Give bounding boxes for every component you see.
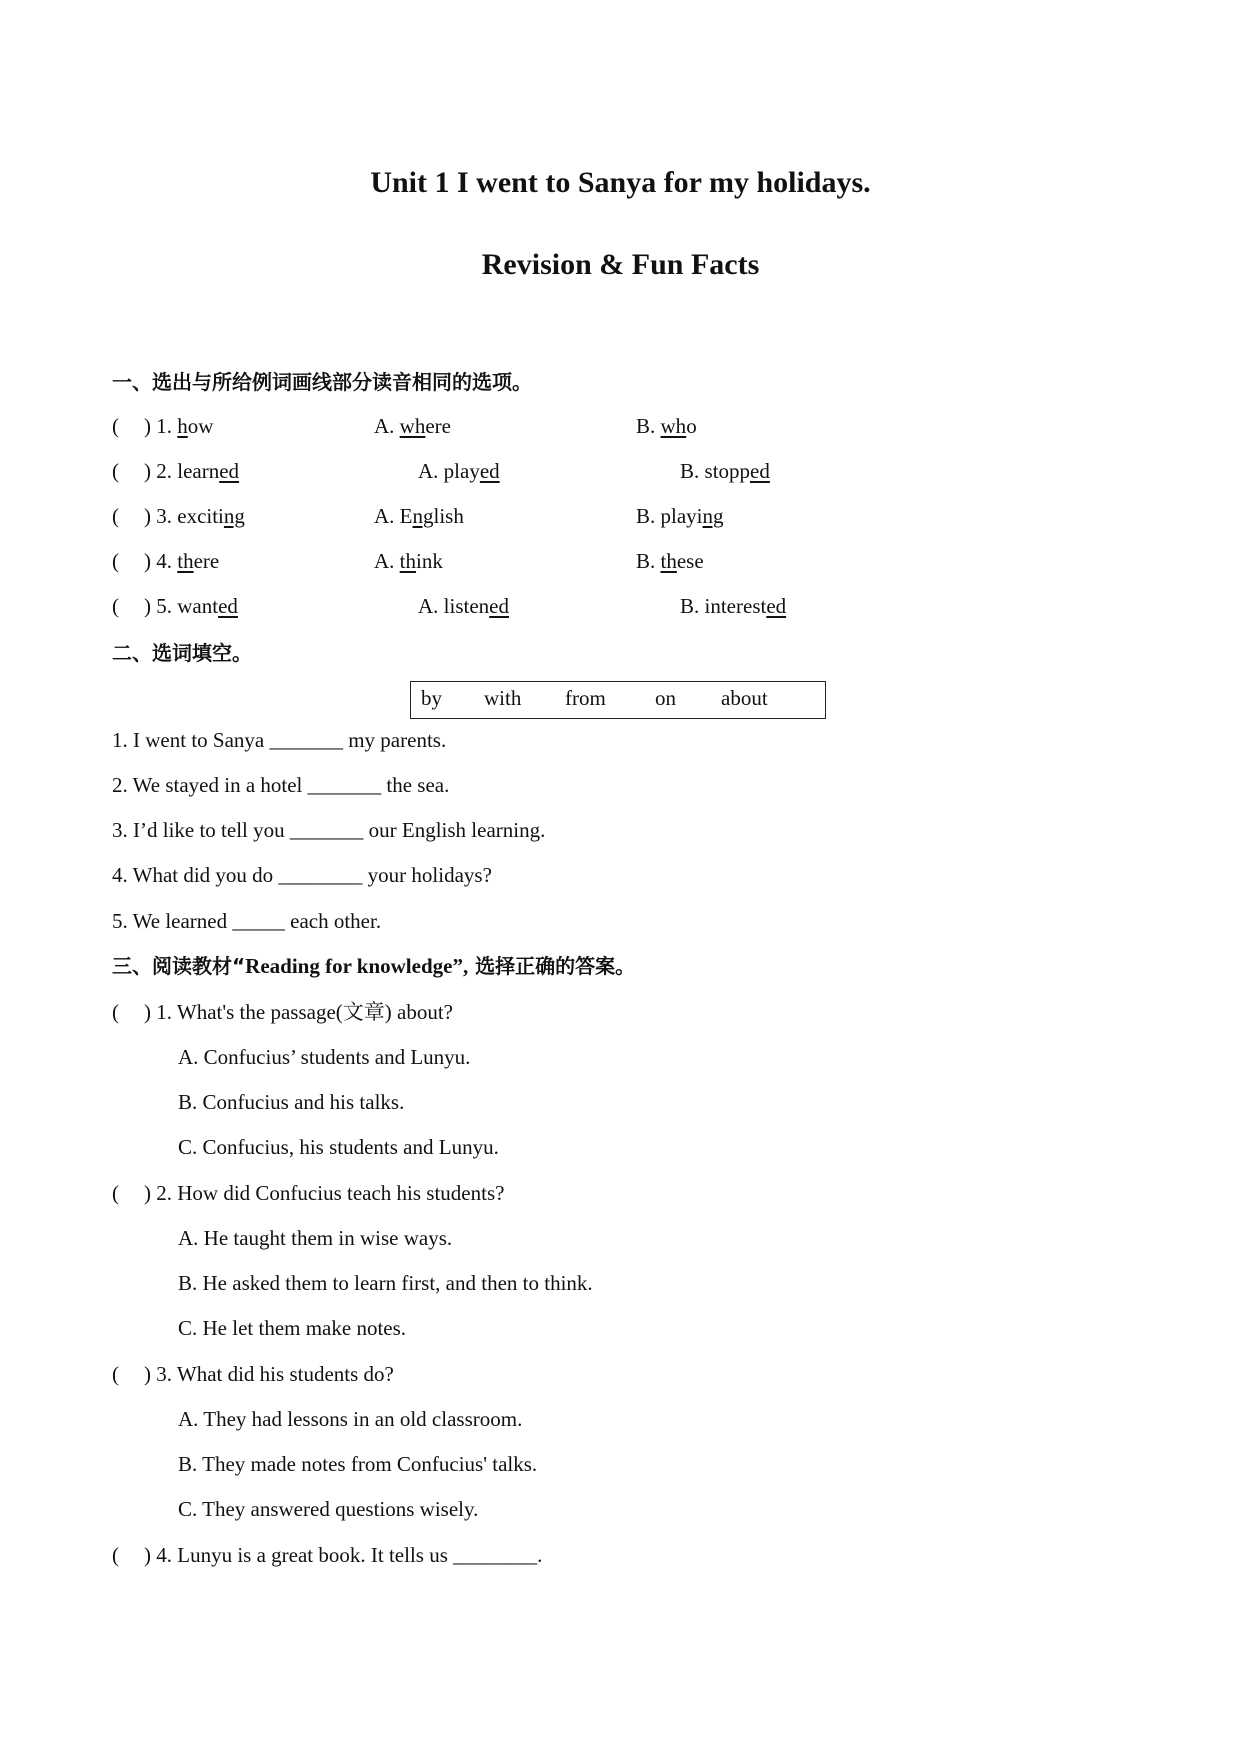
fill-sentence-5: 5. We learned _____ each other. bbox=[112, 909, 382, 933]
s3-question-1: ( ) 1. What's the passage(文章) about? bbox=[112, 1000, 453, 1024]
word-bank-word: about bbox=[721, 686, 768, 710]
s3-question-3: ( ) 3. What did his students do? bbox=[112, 1362, 394, 1386]
s3-q3-option-b: B. They made notes from Confucius' talks. bbox=[178, 1452, 538, 1476]
s3-q1-option-a: A. Confucius’ students and Lunyu. bbox=[178, 1045, 471, 1069]
s1-item-3-option-a: A. English bbox=[374, 504, 464, 528]
s1-item-3-option-b: B. playing bbox=[636, 504, 724, 528]
answer-paren[interactable]: ( bbox=[112, 414, 119, 438]
answer-paren[interactable]: ( bbox=[112, 549, 119, 573]
fill-sentence-1: 1. I went to Sanya _______ my parents. bbox=[112, 728, 447, 752]
fill-sentence-4: 4. What did you do ________ your holidays? bbox=[112, 863, 492, 887]
page-title: Unit 1 I went to Sanya for my holidays. bbox=[370, 166, 871, 199]
word-bank-box bbox=[410, 681, 826, 719]
answer-paren[interactable]: ( bbox=[112, 594, 119, 618]
s1-item-1-option-a: A. where bbox=[374, 414, 451, 438]
answer-paren[interactable]: ( bbox=[112, 459, 119, 483]
s1-item-2-option-a: A. played bbox=[418, 459, 500, 483]
s3-q1-option-c: C. Confucius, his students and Lunyu. bbox=[178, 1135, 499, 1159]
s3-q3-option-a: A. They had lessons in an old classroom. bbox=[178, 1407, 523, 1431]
s3-q3-option-c: C. They answered questions wisely. bbox=[178, 1497, 479, 1521]
answer-paren[interactable]: ( bbox=[112, 1543, 119, 1567]
fill-sentence-3: 3. I’d like to tell you _______ our English learning. bbox=[112, 818, 546, 842]
s1-item-4-question: ( ) 4. there bbox=[112, 549, 220, 573]
s1-item-5-option-a: A. listened bbox=[418, 594, 509, 618]
s3-question-2: ( ) 2. How did Confucius teach his students? bbox=[112, 1181, 505, 1205]
section1-heading: 一、选出与所给例词画线部分读音相同的选项。 bbox=[112, 370, 532, 394]
s3-q2-option-c: C. He let them make notes. bbox=[178, 1316, 407, 1340]
s1-item-5-question: ( ) 5. wanted bbox=[112, 594, 238, 618]
s3-q1-option-b: B. Confucius and his talks. bbox=[178, 1090, 405, 1114]
page-subtitle: Revision & Fun Facts bbox=[481, 248, 760, 281]
word-bank-word: by bbox=[421, 686, 442, 710]
s3-q2-option-a: A. He taught them in wise ways. bbox=[178, 1226, 453, 1250]
word-bank-word: on bbox=[655, 686, 676, 710]
s1-item-2-option-b: B. stopped bbox=[680, 459, 770, 483]
answer-paren[interactable]: ( bbox=[112, 1000, 119, 1024]
s1-item-1-question: ( ) 1. how bbox=[112, 414, 214, 438]
answer-paren[interactable]: ( bbox=[112, 1362, 119, 1386]
s1-item-3-question: ( ) 3. exciting bbox=[112, 504, 245, 528]
s3-q2-option-b: B. He asked them to learn first, and then to think. bbox=[178, 1271, 593, 1295]
s1-item-5-option-b: B. interested bbox=[680, 594, 787, 618]
section3-heading: 三、阅读教材“Reading for knowledge”, 选择正确的答案。 bbox=[112, 954, 636, 978]
section2-heading: 二、选词填空。 bbox=[112, 641, 252, 665]
word-bank-word: from bbox=[565, 686, 606, 710]
s1-item-2-question: ( ) 2. learned bbox=[112, 459, 240, 483]
fill-sentence-2: 2. We stayed in a hotel _______ the sea. bbox=[112, 773, 450, 797]
s1-item-4-option-b: B. these bbox=[636, 549, 704, 573]
s1-item-4-option-a: A. think bbox=[374, 549, 443, 573]
s1-item-1-option-b: B. who bbox=[636, 414, 697, 438]
answer-paren[interactable]: ( bbox=[112, 1181, 119, 1205]
s3-question-4: ( ) 4. Lunyu is a great book. It tells us ________. bbox=[112, 1543, 543, 1567]
word-bank-word: with bbox=[484, 686, 522, 710]
answer-paren[interactable]: ( bbox=[112, 504, 119, 528]
